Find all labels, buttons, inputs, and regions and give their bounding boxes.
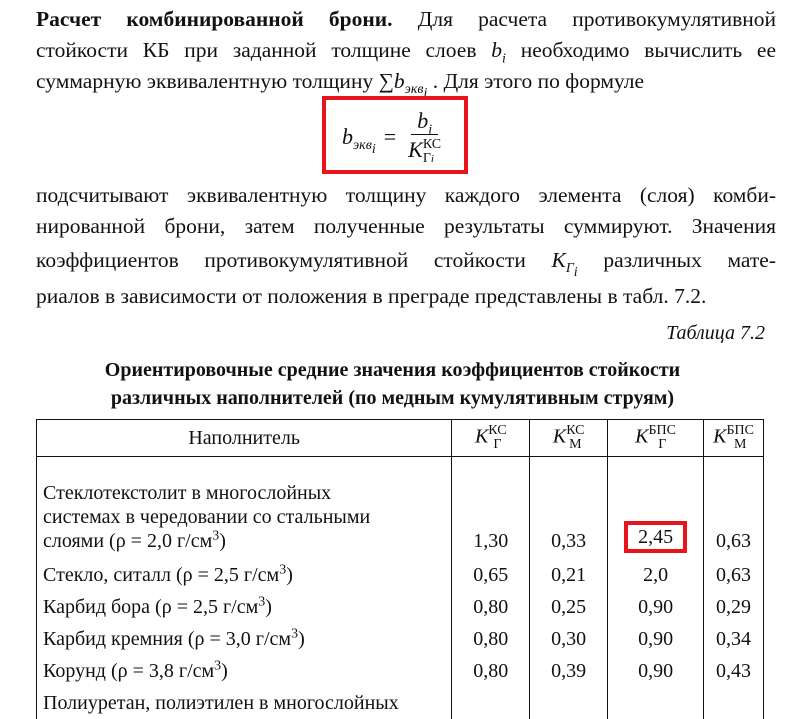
- row-name: [37, 591, 452, 623]
- formula-den-sup: КС: [422, 136, 442, 152]
- explanation-line-1: подсчитывают эквивалентную толщину каждого элемента (слоя) комби-: [36, 183, 776, 207]
- cell-value: 1,30: [452, 457, 530, 560]
- k-letter: K: [551, 248, 566, 272]
- header-k-gamma-ks: [452, 420, 530, 457]
- header-k-gamma-bps: [608, 420, 704, 457]
- k-sub: Г: [565, 261, 574, 277]
- cell-value-highlighted: [608, 457, 704, 560]
- formula-lhs-b: b: [342, 123, 353, 149]
- table-number: Таблица 7.2: [666, 322, 765, 344]
- cell-value: [452, 687, 530, 719]
- row-name-tail: ): [286, 564, 293, 586]
- caption-line-2: различных наполнителей (по медным кумулятивным струям): [110, 387, 675, 409]
- k-subsub: i: [573, 265, 578, 281]
- resistance-table: [36, 419, 764, 719]
- header-c2-sub: М: [569, 437, 582, 452]
- formula-fraction: [404, 108, 445, 166]
- intro-text: суммарную эквивалентную толщину: [36, 69, 374, 93]
- intro-line-1: [36, 4, 776, 35]
- row-name-text: Карбид бора (ρ = 2,5 г/см: [43, 596, 259, 618]
- cell-value: 0,90: [608, 591, 704, 623]
- row-name: [37, 623, 452, 655]
- row-name-line: Стеклотекстолит в многослойных: [43, 482, 332, 504]
- sum-symbol: ∑b: [378, 69, 405, 93]
- k-gamma-symbol: [551, 248, 578, 281]
- header-c3-sup: БПС: [648, 423, 676, 438]
- formula-num-b: b: [417, 108, 429, 133]
- cell-value: 0,29: [704, 591, 764, 623]
- table-row: [37, 457, 764, 560]
- formula-num-sub: i: [428, 122, 433, 138]
- row-name-sup: 3: [258, 594, 266, 610]
- cell-value: [530, 687, 608, 719]
- header-filler: Наполнитель: [37, 420, 452, 457]
- row-name-tail: ): [265, 596, 272, 618]
- cell-value: 0,63: [704, 457, 764, 560]
- header-c4-sup: БПС: [726, 423, 754, 438]
- table-row: [37, 559, 764, 591]
- intro-text: необходимо вычислить ее: [520, 38, 777, 62]
- header-c2-sup: КС: [566, 423, 585, 438]
- value-highlight-box: 2,45: [624, 521, 687, 553]
- table-row: [37, 623, 764, 655]
- header-k-letter: K: [474, 425, 489, 448]
- row-name-tail: ): [219, 530, 226, 552]
- header-c4-sub: М: [733, 437, 747, 452]
- cell-value: 0,80: [452, 623, 530, 655]
- row-name-text: Стекло, ситалл (ρ = 2,5 г/см: [43, 564, 280, 586]
- row-name-tail: ): [221, 660, 228, 682]
- intro-paragraph: [36, 4, 777, 102]
- cell-value: 0,80: [452, 591, 530, 623]
- explanation-text: различных мате-: [603, 248, 777, 272]
- var-b-letter: b: [491, 38, 503, 62]
- formula-den-k: K: [408, 137, 423, 162]
- intro-text: стойкости КБ при заданной толщине слоев: [36, 38, 477, 62]
- header-c1-sup: КС: [488, 423, 507, 438]
- cell-value: 0,65: [452, 559, 530, 591]
- formula-lhs: [342, 123, 376, 158]
- formula-equals: =: [383, 123, 397, 149]
- var-b-subscript: i: [502, 51, 506, 67]
- row-name-sup: 3: [212, 528, 220, 544]
- formula-lhs-subsub: i: [371, 142, 376, 158]
- cell-value: 0,30: [530, 623, 608, 655]
- intro-line-2: [36, 35, 776, 66]
- row-name-sup: 3: [291, 626, 299, 642]
- header-c1-sub: Г: [493, 437, 502, 452]
- table-row: [37, 591, 764, 623]
- row-name: [37, 457, 452, 560]
- header-c3-sub: Г: [658, 437, 667, 452]
- row-name-sup: 3: [279, 562, 287, 578]
- equivalent-thickness-formula: [342, 108, 445, 166]
- intro-text: . Для этого по формуле: [432, 69, 645, 93]
- row-name-text: Карбид кремния (ρ = 3,0 г/см: [43, 628, 292, 650]
- cell-value: 0,43: [704, 655, 764, 687]
- formula-numerator: [411, 108, 438, 138]
- cell-value: 0,63: [704, 559, 764, 591]
- formula-den-sub: Г: [422, 150, 431, 166]
- explanation-line-4: риалов в зависимости от положения в преграде представлены в табл. 7.2.: [36, 284, 707, 308]
- cell-value: 0,39: [530, 655, 608, 687]
- sum-subsubscript: i: [423, 86, 428, 102]
- header-k-m-bps: [704, 420, 764, 457]
- header-k-m-ks: [530, 420, 608, 457]
- formula-den-subsub: i: [430, 152, 434, 165]
- sum-expression: [378, 69, 428, 102]
- caption-line-1: Ориентировочные средние значения коэффициентов стойкости: [104, 359, 681, 381]
- header-k-letter: K: [552, 425, 567, 448]
- row-name: [37, 655, 452, 687]
- cell-value: 2,0: [608, 559, 704, 591]
- row-name-line: системах в чередовании со стальными: [43, 506, 371, 528]
- table-row: [37, 655, 764, 687]
- row-name-sup: 3: [214, 658, 222, 674]
- explanation-line-3: [36, 242, 777, 281]
- row-name-text: Корунд (ρ = 3,8 г/см: [43, 660, 215, 682]
- header-k-letter: K: [635, 425, 649, 448]
- intro-text: Для расчета противокумулятивной: [417, 7, 777, 31]
- sum-subscript: экв: [404, 82, 424, 98]
- table-caption: [0, 356, 785, 412]
- row-name-line: слоями (ρ = 2,0 г/см: [43, 530, 213, 552]
- cell-value: 0,90: [608, 655, 704, 687]
- cell-value: 0,25: [530, 591, 608, 623]
- cell-value: [704, 687, 764, 719]
- row-name: Полиуретан, полиэтилен в многослойных: [37, 687, 452, 719]
- row-name-tail: ): [298, 628, 305, 650]
- explanation-text: коэффициентов противокумулятивной стойкости: [36, 248, 526, 272]
- cell-value: 0,80: [452, 655, 530, 687]
- formula-lhs-sub: экв: [353, 138, 372, 154]
- table-header-row: [37, 420, 764, 457]
- row-name: [37, 559, 452, 591]
- cell-value: 0,33: [530, 457, 608, 560]
- table-row: [37, 687, 764, 719]
- var-b: [491, 38, 506, 67]
- cell-value: 0,90: [608, 623, 704, 655]
- intro-line-3: [36, 66, 776, 102]
- cell-value: 0,34: [704, 623, 764, 655]
- formula-denominator: [404, 135, 445, 166]
- section-heading: Расчет комбинированной брони.: [36, 7, 393, 31]
- cell-value: 0,21: [530, 559, 608, 591]
- cell-value: [608, 687, 704, 719]
- explanation-paragraph: [36, 180, 776, 314]
- explanation-line-2: нированной брони, затем полученные результаты суммируют. Значения: [36, 214, 776, 238]
- header-k-letter: K: [713, 425, 727, 448]
